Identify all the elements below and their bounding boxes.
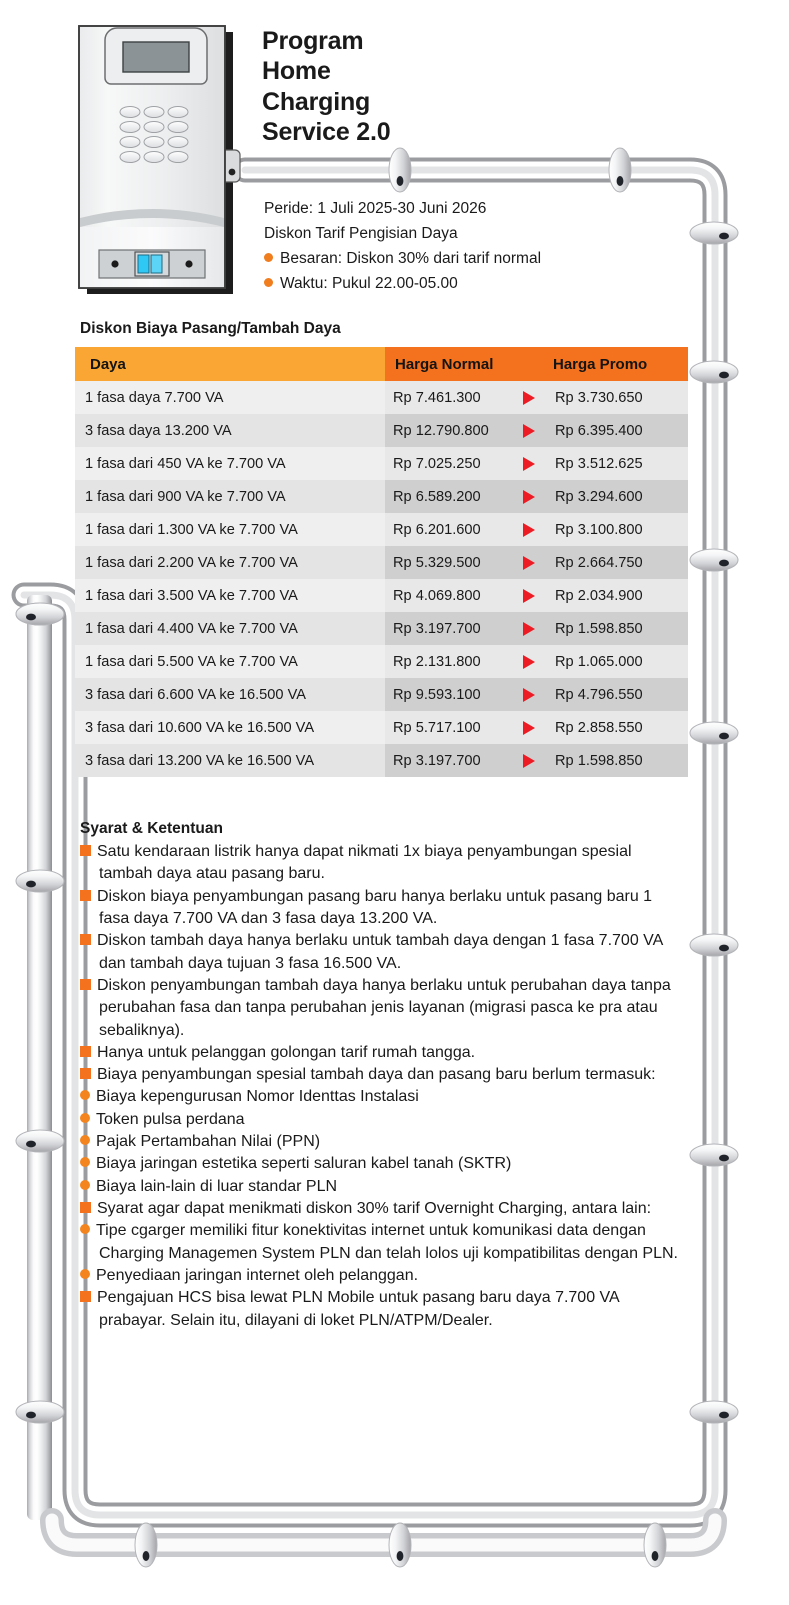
cell-harga-promo: Rp 3.512.625 <box>551 447 688 480</box>
cell-harga-normal: Rp 7.461.300 <box>385 381 507 414</box>
terms-item-text: Pajak Pertambahan Nilai (PPN) <box>96 1133 321 1151</box>
bullet-dot-icon <box>80 1135 90 1145</box>
price-table <box>75 347 688 777</box>
table-row <box>75 513 688 546</box>
terms-item <box>80 1086 680 1108</box>
terms-item <box>80 1198 680 1220</box>
cell-harga-promo: Rp 1.598.850 <box>551 744 688 777</box>
bullet-square-icon <box>80 890 91 901</box>
bullet-dot-icon <box>80 1113 90 1123</box>
table-row <box>75 744 688 777</box>
terms-item-text: Biaya penyambungan spesial tambah daya dan pasang baru berlum termasuk: <box>97 1066 656 1084</box>
terms-item <box>80 975 680 1042</box>
bullet-square-icon <box>80 1202 91 1213</box>
table-header-promo: Harga Promo <box>545 347 688 381</box>
terms-item-text: Diskon penyambungan tambah daya hanya berlaku untuk perubahan daya tanpa perubahan fasa dan tanpa perubahan jenis layanan (migrasi pasca ke pra atau sebaliknya). <box>97 976 671 1039</box>
cell-harga-normal: Rp 6.201.600 <box>385 513 507 546</box>
terms-item-text: Token pulsa perdana <box>96 1110 245 1128</box>
table-row <box>75 414 688 447</box>
table-row <box>75 447 688 480</box>
title-line-2: Home <box>262 57 331 86</box>
cell-harga-promo: Rp 3.294.600 <box>551 480 688 513</box>
table-row <box>75 678 688 711</box>
bullet-dot-icon <box>264 253 273 262</box>
bullet-dot-icon <box>80 1224 90 1234</box>
cell-daya: 1 fasa dari 3.500 VA ke 7.700 VA <box>75 579 385 612</box>
cell-daya: 1 fasa dari 2.200 VA ke 7.700 VA <box>75 546 385 579</box>
cell-harga-promo: Rp 3.730.650 <box>551 381 688 414</box>
pipe-clamps-top <box>389 148 631 192</box>
terms-item <box>80 1265 680 1287</box>
terms-item <box>80 1153 680 1175</box>
table-header-row <box>75 347 688 381</box>
table-header-daya: Daya <box>75 347 385 381</box>
cell-harga-promo: Rp 3.100.800 <box>551 513 688 546</box>
cell-daya: 3 fasa daya 13.200 VA <box>75 414 385 447</box>
cell-harga-normal: Rp 5.329.500 <box>385 546 507 579</box>
table-body <box>75 381 688 777</box>
terms-item <box>80 1287 680 1332</box>
meter-lcd-screen <box>123 42 189 72</box>
terms-item-text: Biaya lain-lain di luar standar PLN <box>96 1177 338 1195</box>
title-line-3: Charging <box>262 87 371 116</box>
table-row <box>75 612 688 645</box>
program-bullet-item <box>264 246 684 271</box>
pipe-clamps-left <box>16 603 64 1423</box>
terms-item <box>80 886 680 931</box>
title-line-4: Service 2.0 <box>262 117 391 146</box>
cell-harga-normal: Rp 9.593.100 <box>385 678 507 711</box>
bullet-square-icon <box>80 1068 91 1079</box>
bullet-square-icon <box>80 934 91 945</box>
cell-harga-normal: Rp 3.197.700 <box>385 744 507 777</box>
arrow-right-icon <box>507 612 551 645</box>
arrow-right-icon <box>507 744 551 777</box>
cell-harga-promo: Rp 2.034.900 <box>551 579 688 612</box>
terms-heading: Syarat & Ketentuan <box>80 820 223 837</box>
arrow-right-icon <box>507 381 551 414</box>
arrow-right-icon <box>507 711 551 744</box>
arrow-right-icon <box>507 645 551 678</box>
table-row <box>75 579 688 612</box>
terms-item-text: Biaya kepengurusan Nomor Identtas Instalasi <box>96 1088 419 1106</box>
terms-item <box>80 1064 680 1086</box>
table-row <box>75 645 688 678</box>
table-row <box>75 546 688 579</box>
bullet-square-icon <box>80 979 91 990</box>
terms-item-text: Diskon tambah daya hanya berlaku untuk tambah daya dengan 1 fasa 7.700 VA dan tambah daya tujuan 3 fasa 16.500 VA. <box>97 932 663 972</box>
terms-item-text: Penyediaan jaringan internet oleh pelanggan. <box>96 1266 419 1284</box>
terms-item-text: Biaya jaringan estetika seperti saluran kabel tanah (SKTR) <box>96 1155 512 1173</box>
cell-daya: 1 fasa dari 900 VA ke 7.700 VA <box>75 480 385 513</box>
terms-item <box>80 1131 680 1153</box>
cell-daya: 1 fasa daya 7.700 VA <box>75 381 385 414</box>
arrow-right-icon <box>507 480 551 513</box>
bullet-dot-icon <box>80 1157 90 1167</box>
bullet-square-icon <box>80 1046 91 1057</box>
program-bullet-item <box>264 271 684 296</box>
program-bullet-text: Waktu: Pukul 22.00-05.00 <box>280 275 458 293</box>
cell-harga-promo: Rp 1.065.000 <box>551 645 688 678</box>
cell-daya: 3 fasa dari 13.200 VA ke 16.500 VA <box>75 744 385 777</box>
bullet-dot-icon <box>264 278 273 287</box>
bullet-dot-icon <box>80 1269 90 1279</box>
terms-item <box>80 1220 680 1265</box>
terms-item <box>80 1176 680 1198</box>
program-info-block <box>264 196 684 296</box>
table-row <box>75 381 688 414</box>
terms-item-text: Syarat agar dapat menikmati diskon 30% tarif Overnight Charging, antara lain: <box>97 1200 652 1217</box>
bullet-square-icon <box>80 845 91 856</box>
cell-daya: 1 fasa dari 4.400 VA ke 7.700 VA <box>75 612 385 645</box>
cell-harga-normal: Rp 12.790.800 <box>385 414 507 447</box>
bullet-dot-icon <box>80 1090 90 1100</box>
arrow-right-icon <box>507 447 551 480</box>
cell-daya: 1 fasa dari 450 VA ke 7.700 VA <box>75 447 385 480</box>
terms-item <box>80 930 680 975</box>
pipe-clamp-left-stub <box>16 603 64 625</box>
cell-daya: 3 fasa dari 10.600 VA ke 16.500 VA <box>75 711 385 744</box>
bullet-square-icon <box>80 1291 91 1302</box>
meter-svg <box>75 22 243 299</box>
cell-harga-normal: Rp 2.131.800 <box>385 645 507 678</box>
arrow-right-icon <box>507 579 551 612</box>
arrow-right-icon <box>507 513 551 546</box>
program-bullet-text: Besaran: Diskon 30% dari tarif normal <box>280 250 542 268</box>
table-row <box>75 480 688 513</box>
terms-item <box>80 841 680 886</box>
cell-harga-normal: Rp 3.197.700 <box>385 612 507 645</box>
terms-and-conditions <box>80 820 680 1332</box>
terms-item-text: Hanya untuk pelanggan golongan tarif rumah tangga. <box>97 1043 476 1061</box>
page-title <box>262 26 562 147</box>
table-caption: Diskon Biaya Pasang/Tambah Daya <box>80 320 341 337</box>
cell-harga-promo: Rp 6.395.400 <box>551 414 688 447</box>
cell-daya: 1 fasa dari 1.300 VA ke 7.700 VA <box>75 513 385 546</box>
program-discount-heading: Diskon Tarif Pengisian Daya <box>264 225 458 243</box>
terms-item-text: Diskon biaya penyambungan pasang baru hanya berlaku untuk pasang baru 1 fasa daya 7.700 VA dan 3 fasa daya 13.200 VA. <box>97 887 653 927</box>
cell-harga-normal: Rp 6.589.200 <box>385 480 507 513</box>
terms-item-text: Tipe cgarger memiliki fitur konektivitas internet untuk komunikasi data dengan Charging Managemen System PLN dan telah lolos uji kompatibilitas dengan PLN. <box>96 1222 678 1262</box>
terms-item <box>80 1109 680 1131</box>
title-line-1: Program <box>262 27 364 55</box>
terms-item <box>80 1042 680 1064</box>
cell-harga-promo: Rp 2.858.550 <box>551 711 688 744</box>
table-header-normal: Harga Normal <box>385 347 545 381</box>
electricity-meter-illustration <box>75 22 243 299</box>
program-period: Peride: 1 Juli 2025-30 Juni 2026 <box>264 200 487 217</box>
terms-list <box>80 841 680 1332</box>
cell-harga-normal: Rp 7.025.250 <box>385 447 507 480</box>
table-row <box>75 711 688 744</box>
terms-item-text: Pengajuan HCS bisa lewat PLN Mobile untuk pasang baru daya 7.700 VA prabayar. Selain itu, dilayani di loket PLN/ATPM/Dealer. <box>97 1289 619 1329</box>
arrow-right-icon <box>507 678 551 711</box>
cell-harga-normal: Rp 4.069.800 <box>385 579 507 612</box>
terms-item-text: Satu kendaraan listrik hanya dapat nikmati 1x biaya penyambungan spesial tambah daya atau pasang baru. <box>97 843 632 883</box>
cell-harga-normal: Rp 5.717.100 <box>385 711 507 744</box>
cell-daya: 3 fasa dari 6.600 VA ke 16.500 VA <box>75 678 385 711</box>
pipe-clamps-right <box>690 222 738 1423</box>
cell-harga-promo: Rp 2.664.750 <box>551 546 688 579</box>
cell-harga-promo: Rp 4.796.550 <box>551 678 688 711</box>
cell-daya: 1 fasa dari 5.500 VA ke 7.700 VA <box>75 645 385 678</box>
bullet-dot-icon <box>80 1180 90 1190</box>
pipe-clamps-bottom <box>135 1523 666 1567</box>
arrow-right-icon <box>507 546 551 579</box>
arrow-right-icon <box>507 414 551 447</box>
cell-harga-promo: Rp 1.598.850 <box>551 612 688 645</box>
